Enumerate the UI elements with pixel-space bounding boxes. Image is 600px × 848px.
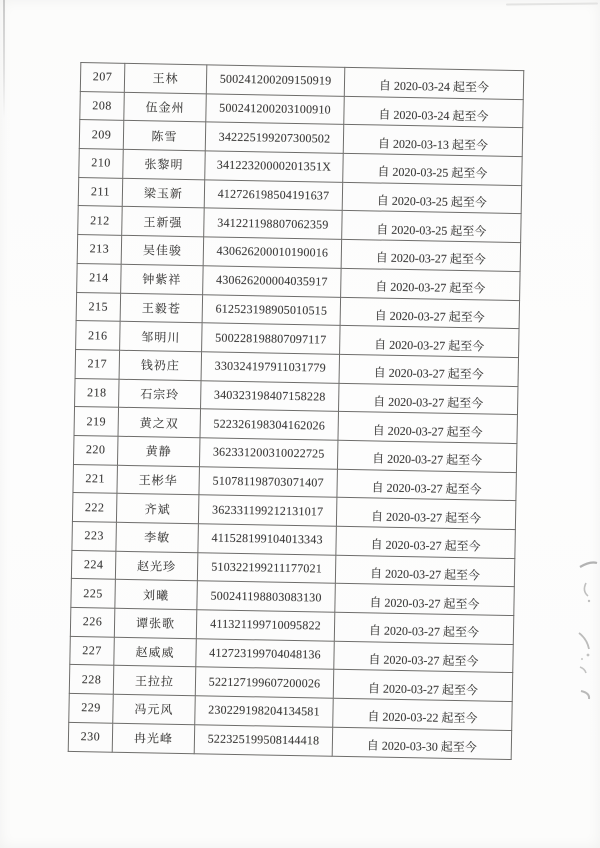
row-period-text: 自 2020-03-27 起至今 (374, 336, 485, 353)
row-period-text: 自 2020-03-25 起至今 (377, 164, 488, 181)
row-period-cell (341, 268, 520, 300)
stray-ink-marks (568, 545, 600, 735)
row-period-cell (337, 440, 516, 472)
row-period-cell (342, 211, 521, 243)
row-name-cell: 陈雪 (123, 121, 206, 151)
row-id-number-cell: 330324197911031779 (201, 352, 340, 383)
row-number-cell: 229 (69, 694, 114, 723)
scan-artifact-top-streak (506, 3, 598, 6)
row-number-cell: 226 (70, 607, 115, 636)
row-period-cell (333, 698, 512, 730)
row-period-cell (337, 469, 516, 501)
row-number-cell: 211 (78, 177, 123, 206)
row-name-cell: 黄静 (117, 436, 200, 466)
row-id-number-cell: 412726198504191637 (204, 180, 343, 211)
row-period-text: 自 2020-03-24 起至今 (378, 107, 489, 124)
row-name-cell: 刘曦 (115, 580, 198, 610)
row-period-cell (332, 727, 511, 759)
row-name-cell: 赵光珍 (115, 551, 198, 581)
row-period-text: 自 2020-03-30 起至今 (366, 738, 477, 755)
row-name-cell: 黄之双 (118, 408, 201, 438)
row-name-cell: 冯元风 (113, 694, 196, 724)
row-period-cell (341, 239, 520, 271)
row-period-text: 自 2020-03-27 起至今 (373, 365, 484, 382)
row-period-text: 自 2020-03-27 起至今 (372, 451, 483, 468)
row-period-text: 自 2020-03-27 起至今 (370, 509, 482, 526)
row-period-text: 自 2020-03-27 起至今 (373, 394, 484, 411)
row-number-cell: 228 (69, 665, 114, 694)
row-name-cell: 吴佳骏 (121, 235, 204, 265)
row-name-cell: 王毅苍 (120, 293, 203, 323)
row-period-text: 自 2020-03-24 起至今 (378, 78, 490, 95)
row-number-cell: 213 (77, 235, 122, 264)
row-number-cell: 222 (72, 493, 117, 522)
row-period-text: 自 2020-03-27 起至今 (368, 623, 480, 640)
row-period-cell (334, 612, 513, 644)
row-number-cell: 224 (71, 550, 116, 579)
row-number-cell: 225 (71, 579, 116, 608)
row-period-cell (335, 584, 514, 616)
row-number-cell: 219 (74, 407, 119, 436)
row-name-cell: 王拉拉 (113, 666, 196, 696)
row-period-cell (340, 326, 519, 358)
row-period-text: 自 2020-03-27 起至今 (369, 595, 480, 612)
row-id-number-cell: 430626200010190016 (203, 237, 342, 268)
row-id-number-cell: 230229198204134581 (195, 696, 334, 727)
row-name-cell: 钱礽庄 (119, 350, 202, 380)
row-name-cell: 邹明川 (120, 321, 203, 351)
roster-table-body (68, 63, 524, 760)
row-period-cell (336, 498, 515, 530)
row-name-cell: 冉光峰 (112, 723, 195, 753)
row-id-number-cell: 340323198407158228 (201, 380, 340, 411)
row-id-number-cell: 612523198905010515 (202, 294, 341, 325)
roster-table (68, 62, 525, 760)
row-period-cell (344, 96, 523, 128)
row-id-number-cell: 34122320000201351X (205, 151, 344, 182)
row-name-cell: 王新强 (122, 207, 205, 237)
row-name-cell: 张黎明 (123, 149, 206, 179)
row-name-cell: 齐斌 (116, 494, 199, 524)
row-number-cell: 218 (75, 378, 120, 407)
row-period-cell (344, 67, 523, 99)
row-period-text: 自 2020-03-22 起至今 (367, 709, 478, 726)
row-name-cell: 王彬华 (117, 465, 200, 495)
row-number-cell: 215 (76, 292, 121, 321)
row-number-cell: 214 (77, 263, 122, 292)
row-number-cell: 208 (80, 91, 125, 120)
row-id-number-cell: 500228198807097117 (202, 323, 341, 354)
row-name-cell: 李敏 (116, 522, 199, 552)
row-name-cell: 伍金州 (124, 92, 207, 122)
row-period-text: 自 2020-03-25 起至今 (376, 193, 487, 210)
row-id-number-cell: 430626200004035917 (203, 266, 342, 297)
row-name-cell: 梁玉新 (122, 178, 205, 208)
row-period-cell (335, 555, 514, 587)
row-id-number-cell: 522325199508144418 (194, 725, 333, 756)
row-id-number-cell: 341221198807062359 (204, 208, 343, 239)
row-period-text: 自 2020-03-27 起至今 (374, 308, 485, 325)
row-id-number-cell: 342225199207300502 (205, 122, 344, 153)
row-period-cell (343, 125, 522, 157)
row-id-number-cell: 510781198703071407 (199, 466, 338, 497)
row-period-cell (334, 641, 513, 673)
row-name-cell: 谭张歌 (114, 608, 197, 638)
row-id-number-cell: 500241198803083130 (197, 581, 336, 612)
row-id-number-cell: 500241200203100910 (206, 94, 345, 125)
row-number-cell: 216 (76, 321, 121, 350)
row-period-text: 自 2020-03-27 起至今 (370, 537, 481, 554)
row-period-cell (343, 153, 522, 185)
row-id-number-cell: 362331199212131017 (198, 495, 337, 526)
row-period-cell (339, 354, 518, 386)
row-number-cell: 221 (73, 464, 118, 493)
row-number-cell: 207 (80, 63, 125, 92)
row-number-cell: 230 (68, 722, 113, 751)
row-number-cell: 210 (79, 149, 124, 178)
row-period-text: 自 2020-03-27 起至今 (375, 250, 486, 267)
row-id-number-cell: 522326198304162026 (200, 409, 339, 440)
row-period-text: 自 2020-03-13 起至今 (377, 136, 489, 153)
row-period-cell (333, 670, 512, 702)
scan-artifact-vertical-line (3, 0, 5, 118)
row-id-number-cell: 500241200209150919 (206, 65, 345, 96)
row-id-number-cell: 522127199607200026 (195, 667, 334, 698)
row-id-number-cell: 412723199704048136 (196, 638, 335, 669)
row-number-cell: 209 (79, 120, 124, 149)
row-number-cell: 227 (70, 636, 115, 665)
row-period-cell (340, 297, 519, 329)
row-number-cell: 217 (75, 349, 120, 378)
row-number-cell: 223 (72, 521, 117, 550)
row-period-text: 自 2020-03-25 起至今 (376, 222, 487, 239)
row-period-cell (338, 412, 517, 444)
row-period-text: 自 2020-03-27 起至今 (375, 279, 486, 296)
roster-table-container (68, 62, 522, 759)
row-period-cell (338, 383, 517, 415)
row-name-cell: 石宗玲 (119, 379, 202, 409)
row-number-cell: 220 (73, 435, 118, 464)
row-id-number-cell: 411528199104013343 (198, 524, 337, 555)
row-id-number-cell: 411321199710095822 (196, 610, 335, 641)
row-period-text: 自 2020-03-27 起至今 (367, 681, 479, 698)
row-name-cell: 钟紫祥 (121, 264, 204, 294)
row-name-cell: 王林 (124, 63, 207, 93)
row-period-text: 自 2020-03-27 起至今 (369, 566, 481, 583)
row-id-number-cell: 510322199211177021 (197, 552, 336, 583)
row-period-text: 自 2020-03-27 起至今 (371, 480, 482, 497)
row-period-text: 自 2020-03-27 起至今 (368, 652, 479, 669)
row-period-text: 自 2020-03-27 起至今 (372, 423, 483, 440)
row-id-number-cell: 362331200310022725 (199, 438, 338, 469)
row-period-cell (336, 526, 515, 558)
row-name-cell: 赵威威 (114, 637, 197, 667)
row-period-cell (342, 182, 521, 214)
row-number-cell: 212 (78, 206, 123, 235)
